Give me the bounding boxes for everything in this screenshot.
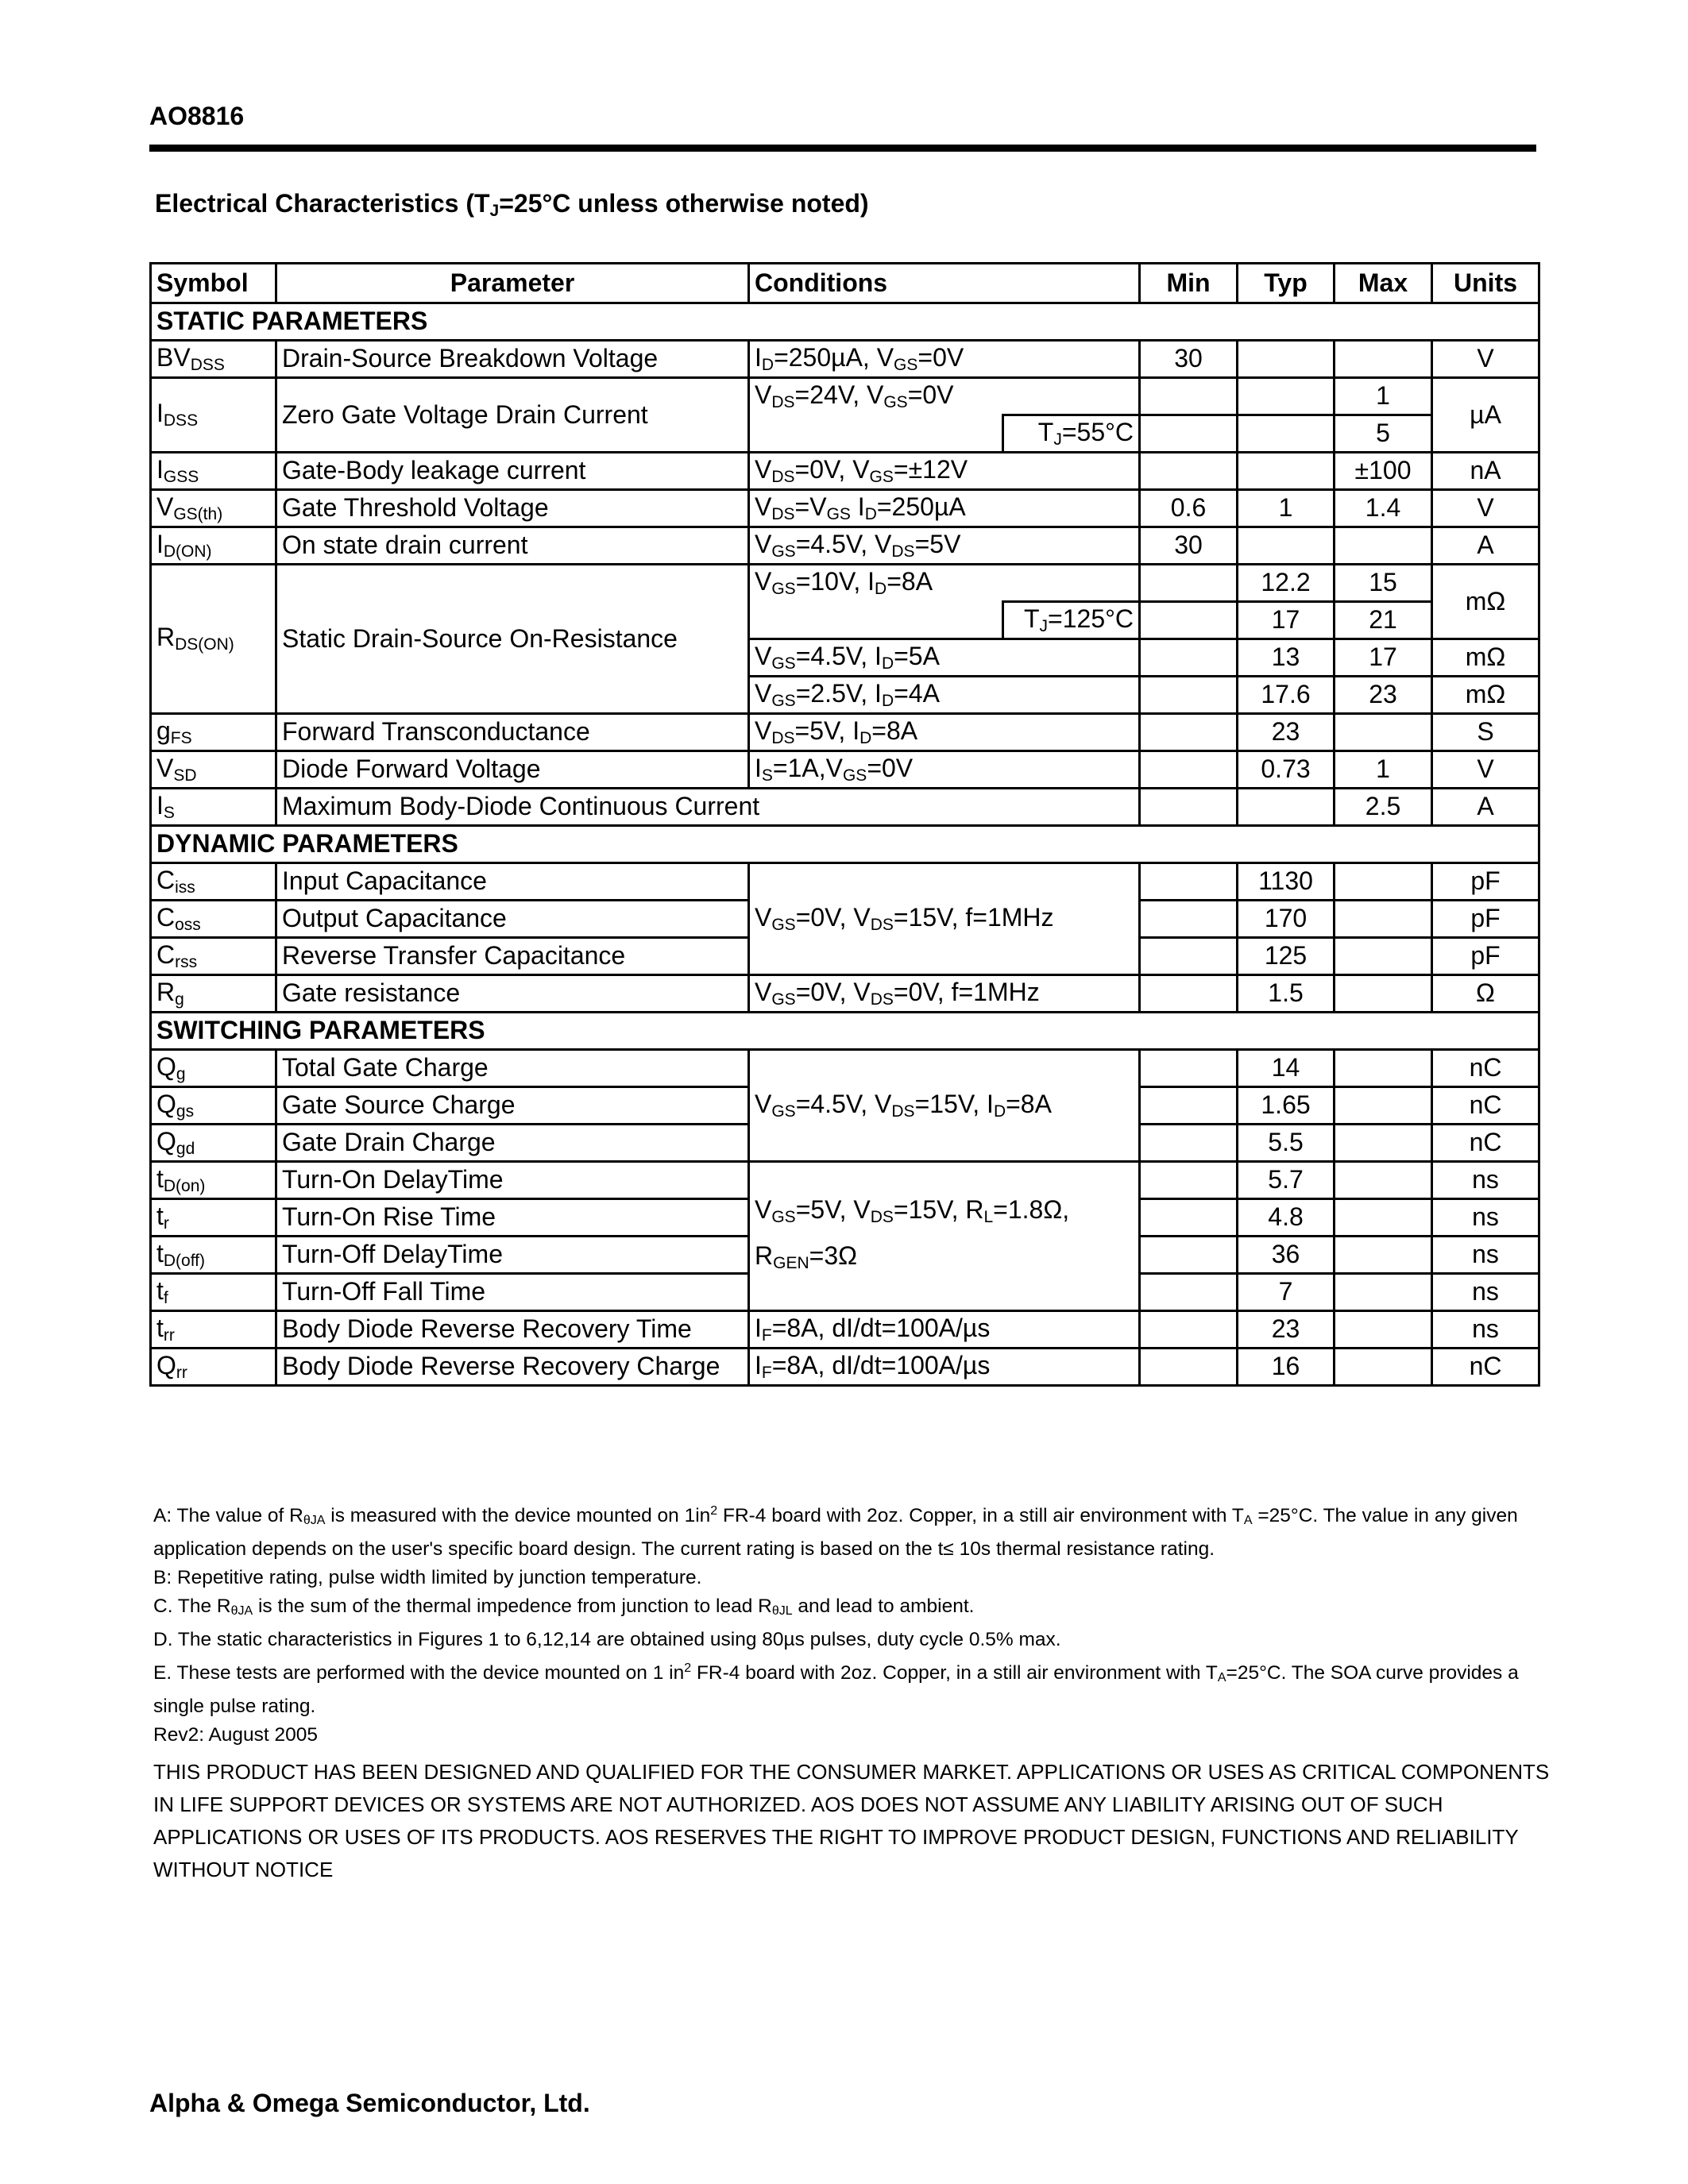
max-cell <box>1335 1087 1432 1125</box>
parameter-cell: Turn-Off Fall Time <box>276 1274 749 1311</box>
typ-cell: 1.5 <box>1238 975 1335 1013</box>
note-c: C. The RθJA is the sum of the thermal impedence from junction to lead RθJL and lead to ambient. <box>153 1596 975 1618</box>
max-cell <box>1335 1125 1432 1162</box>
symbol-cell: $g_{FS}$ <box>151 714 276 751</box>
typ-cell: 1 <box>1238 490 1335 527</box>
symbol-cell: $R_g$ <box>151 975 276 1013</box>
min-cell <box>1140 938 1238 975</box>
table-row <box>151 1050 1539 1087</box>
parameter-cell: Gate-Body leakage current <box>276 453 749 490</box>
symbol-cell: $R_{DS(ON)}$ <box>151 565 276 714</box>
units-cell: S <box>1432 714 1539 751</box>
parameter-cell: Gate resistance <box>276 975 749 1013</box>
header-conditions: Conditions <box>749 264 1140 303</box>
table-row <box>151 527 1539 565</box>
min-cell: 0.6 <box>1140 490 1238 527</box>
units-cell: pF <box>1432 901 1539 938</box>
conditions-cell: $T_J=125^\circ C$ <box>1003 602 1140 639</box>
parameter-cell: Diode Forward Voltage <box>276 751 749 789</box>
units-cell: mΩ <box>1432 677 1539 714</box>
parameter-cell: Turn-On DelayTime <box>276 1162 749 1199</box>
symbol-cell: $Q_{gs}$ <box>151 1087 276 1125</box>
symbol-cell: $t_{D(off)}$ <box>151 1237 276 1274</box>
table-row <box>151 565 1539 602</box>
table-row <box>151 863 1539 901</box>
footnotes <box>153 1497 1551 1750</box>
conditions-blank <box>749 602 1003 639</box>
conditions-cell: $I_F=8A$, dI/dt=100A/µs <box>749 1311 1140 1349</box>
min-cell <box>1140 639 1238 677</box>
table-row <box>151 1311 1539 1349</box>
typ-cell: 1.65 <box>1238 1087 1335 1125</box>
section-row-switching <box>151 1013 1539 1050</box>
symbol-cell: $I_S$ <box>151 789 276 826</box>
units-cell: ns <box>1432 1311 1539 1349</box>
min-cell <box>1140 453 1238 490</box>
typ-cell: 16 <box>1238 1349 1335 1386</box>
section-row-dynamic <box>151 826 1539 863</box>
units-cell: ns <box>1432 1162 1539 1199</box>
section-label: STATIC PARAMETERS <box>151 303 1539 341</box>
max-cell: ±100 <box>1335 453 1432 490</box>
typ-cell: 12.2 <box>1238 565 1335 602</box>
symbol-cell: $I_{GSS}$ <box>151 453 276 490</box>
parameter-cell: Maximum Body-Diode Continuous Current <box>276 789 1140 826</box>
max-cell <box>1335 527 1432 565</box>
max-cell: 5 <box>1335 415 1432 453</box>
conditions-cell: $V_{GS}=0V$, $V_{DS}=0V$, f=1MHz <box>749 975 1140 1013</box>
min-cell <box>1140 1125 1238 1162</box>
table-row <box>151 453 1539 490</box>
header-max: Max <box>1335 264 1432 303</box>
conditions-cell: $V_{GS}=10V$, $I_D=8A$ <box>749 565 1140 602</box>
max-cell: 17 <box>1335 639 1432 677</box>
typ-cell: 170 <box>1238 901 1335 938</box>
max-cell <box>1335 1237 1432 1274</box>
units-cell: ns <box>1432 1274 1539 1311</box>
parameter-cell: Input Capacitance <box>276 863 749 901</box>
max-cell <box>1335 1349 1432 1386</box>
conditions-cell: $T_J=55^\circ C$ <box>1003 415 1140 453</box>
header-units: Units <box>1432 264 1539 303</box>
conditions-blank <box>749 415 1003 453</box>
conditions-cell: $V_{GS}=4.5V$, $I_D=5A$ <box>749 639 1140 677</box>
parameter-cell: Turn-On Rise Time <box>276 1199 749 1237</box>
note-d: D. The static characteristics in Figures 1 to 6,12,14 are obtained using 80µs pulses, duty cycle 0.5% max. <box>153 1629 1061 1650</box>
max-cell: 23 <box>1335 677 1432 714</box>
units-cell: mΩ <box>1432 639 1539 677</box>
table-row <box>151 975 1539 1013</box>
max-cell: 1 <box>1335 751 1432 789</box>
min-cell <box>1140 415 1238 453</box>
table-row <box>151 341 1539 378</box>
typ-cell: 7 <box>1238 1274 1335 1311</box>
symbol-cell: $t_r$ <box>151 1199 276 1237</box>
min-cell <box>1140 1311 1238 1349</box>
symbol-cell: $Q_{gd}$ <box>151 1125 276 1162</box>
min-cell <box>1140 1274 1238 1311</box>
header-typ: Typ <box>1238 264 1335 303</box>
typ-cell: 5.7 <box>1238 1162 1335 1199</box>
note-a: A: The value of RθJA is measured with the device mounted on $1in^2$ FR-4 board with 2oz. Copper, in a still air environment with TA =25°C. The value in any given application depends on the user's specific board design. The current rating is based on the t≤ 10s thermal resistance rating. <box>153 1504 1518 1560</box>
units-cell: ns <box>1432 1199 1539 1237</box>
units-cell: nA <box>1432 453 1539 490</box>
parameter-cell: Reverse Transfer Capacitance <box>276 938 749 975</box>
min-cell <box>1140 378 1238 415</box>
note-b: B: Repetitive rating, pulse width limited by junction temperature. <box>153 1567 702 1588</box>
units-cell: ns <box>1432 1237 1539 1274</box>
units-cell: A <box>1432 527 1539 565</box>
min-cell <box>1140 789 1238 826</box>
min-cell <box>1140 565 1238 602</box>
units-cell: nC <box>1432 1125 1539 1162</box>
max-cell <box>1335 341 1432 378</box>
conditions-cell: $I_F=8A$, dI/dt=100A/µs <box>749 1349 1140 1386</box>
min-cell: 30 <box>1140 341 1238 378</box>
parameter-cell: Forward Transconductance <box>276 714 749 751</box>
typ-cell <box>1238 453 1335 490</box>
header-parameter: Parameter <box>276 264 749 303</box>
parameter-cell: Total Gate Charge <box>276 1050 749 1087</box>
note-e: E. These tests are performed with the device mounted on 1 $in^2$ FR-4 board with 2oz. Copper, in a still air environment with TA=25°C. The SOA curve provides a single pulse rating. <box>153 1661 1519 1717</box>
max-cell <box>1335 1274 1432 1311</box>
section-label: DYNAMIC PARAMETERS <box>151 826 1539 863</box>
parameter-cell: Turn-Off DelayTime <box>276 1237 749 1274</box>
units-cell: V <box>1432 341 1539 378</box>
disclaimer: THIS PRODUCT HAS BEEN DESIGNED AND QUALIFIED FOR THE CONSUMER MARKET. APPLICATIONS OR USES AS CRITICAL COMPONENTS IN LIFE SUPPORT DEVICES OR SYSTEMS ARE NOT AUTHORIZED. AOS DOES NOT ASSUME ANY LIABILITY ARISING OUT OF SUCH APPLICATIONS OR USES OF ITS PRODUCTS. AOS RESERVES THE RIGHT TO IMPROVE PRODUCT DESIGN, FUNCTIONS AND RELIABILITY WITHOUT NOTICE <box>153 1760 1550 1881</box>
typ-cell: 125 <box>1238 938 1335 975</box>
conditions-cell: $V_{GS}=4.5V$, $V_{DS}=5V$ <box>749 527 1140 565</box>
symbol-cell: $t_f$ <box>151 1274 276 1311</box>
max-cell: 15 <box>1335 565 1432 602</box>
max-cell <box>1335 938 1432 975</box>
max-cell: 1.4 <box>1335 490 1432 527</box>
symbol-cell: $I_{DSS}$ <box>151 378 276 453</box>
conditions-cell: $V_{GS}=4.5V$, $V_{DS}=15V$, $I_D=8A$ <box>749 1050 1140 1162</box>
symbol-cell: $t_{rr}$ <box>151 1311 276 1349</box>
conditions-cell: $V_{GS}=5V$, $V_{DS}=15V$, $R_L=1.8\Omega$, $R_{GEN}=3\Omega$ <box>749 1162 1140 1311</box>
table-header-row <box>151 264 1539 303</box>
section-row-static <box>151 303 1539 341</box>
units-cell: nC <box>1432 1050 1539 1087</box>
conditions-cell: $I_S=1A,V_{GS}=0V$ <box>749 751 1140 789</box>
typ-cell: 4.8 <box>1238 1199 1335 1237</box>
table-row <box>151 1349 1539 1386</box>
parameter-cell: Zero Gate Voltage Drain Current <box>276 378 749 453</box>
typ-cell <box>1238 415 1335 453</box>
table-row <box>151 1162 1539 1199</box>
header-min: Min <box>1140 264 1238 303</box>
typ-cell <box>1238 341 1335 378</box>
min-cell: 30 <box>1140 527 1238 565</box>
symbol-cell: $t_{D(on)}$ <box>151 1162 276 1199</box>
units-cell: V <box>1432 751 1539 789</box>
table-row <box>151 490 1539 527</box>
conditions-cell: $V_{DS}=V_{GS}$ $I_D=250\mu A$ <box>749 490 1140 527</box>
symbol-cell: $C_{iss}$ <box>151 863 276 901</box>
units-cell: Ω <box>1432 975 1539 1013</box>
typ-cell: 0.73 <box>1238 751 1335 789</box>
typ-cell: 36 <box>1238 1237 1335 1274</box>
parameter-cell: Gate Threshold Voltage <box>276 490 749 527</box>
conditions-cell: $V_{GS}=2.5V$, $I_D=4A$ <box>749 677 1140 714</box>
units-cell: nC <box>1432 1087 1539 1125</box>
conditions-cell: $V_{DS}=5V$, $I_D=8A$ <box>749 714 1140 751</box>
electrical-characteristics-table <box>149 262 1540 1387</box>
conditions-cell: $V_{DS}=24V$, $V_{GS}=0V$ <box>749 378 1140 415</box>
typ-cell: 17 <box>1238 602 1335 639</box>
symbol-cell: $BV_{DSS}$ <box>151 341 276 378</box>
symbol-cell: $I_{D(ON)}$ <box>151 527 276 565</box>
typ-cell <box>1238 789 1335 826</box>
min-cell <box>1140 1087 1238 1125</box>
symbol-cell: $Q_g$ <box>151 1050 276 1087</box>
max-cell <box>1335 1311 1432 1349</box>
typ-cell: 23 <box>1238 1311 1335 1349</box>
max-cell <box>1335 1162 1432 1199</box>
company-name: Alpha & Omega Semiconductor, Ltd. <box>149 2089 590 2117</box>
max-cell: 1 <box>1335 378 1432 415</box>
typ-cell: 1130 <box>1238 863 1335 901</box>
conditions-cell: $V_{GS}=0V$, $V_{DS}=15V$, f=1MHz <box>749 863 1140 975</box>
units-cell: A <box>1432 789 1539 826</box>
symbol-cell: $C_{rss}$ <box>151 938 276 975</box>
section-label: SWITCHING PARAMETERS <box>151 1013 1539 1050</box>
header-rule <box>149 145 1536 152</box>
conditions-cell: $I_D=250\mu A$, $V_{GS}=0V$ <box>749 341 1140 378</box>
typ-cell: 13 <box>1238 639 1335 677</box>
symbol-cell: $Q_{rr}$ <box>151 1349 276 1386</box>
conditions-cell: $V_{DS}=0V$, $V_{GS}=\pm 12V$ <box>749 453 1140 490</box>
min-cell <box>1140 1050 1238 1087</box>
min-cell <box>1140 901 1238 938</box>
table-row <box>151 789 1539 826</box>
typ-cell: 17.6 <box>1238 677 1335 714</box>
part-number: AO8816 <box>149 102 245 130</box>
typ-cell <box>1238 378 1335 415</box>
revision: Rev2: August 2005 <box>153 1724 319 1746</box>
min-cell <box>1140 1237 1238 1274</box>
max-cell <box>1335 901 1432 938</box>
min-cell <box>1140 602 1238 639</box>
units-cell: mΩ <box>1432 565 1539 639</box>
typ-cell: 23 <box>1238 714 1335 751</box>
parameter-cell: On state drain current <box>276 527 749 565</box>
parameter-cell: Drain-Source Breakdown Voltage <box>276 341 749 378</box>
parameter-cell: Body Diode Reverse Recovery Time <box>276 1311 749 1349</box>
max-cell: 2.5 <box>1335 789 1432 826</box>
min-cell <box>1140 1349 1238 1386</box>
table-row <box>151 714 1539 751</box>
max-cell <box>1335 1199 1432 1237</box>
max-cell <box>1335 714 1432 751</box>
min-cell <box>1140 975 1238 1013</box>
typ-cell <box>1238 527 1335 565</box>
min-cell <box>1140 751 1238 789</box>
parameter-cell: Static Drain-Source On-Resistance <box>276 565 749 714</box>
table-row <box>151 378 1539 415</box>
max-cell: 21 <box>1335 602 1432 639</box>
min-cell <box>1140 714 1238 751</box>
parameter-cell: Output Capacitance <box>276 901 749 938</box>
max-cell <box>1335 1050 1432 1087</box>
units-cell: pF <box>1432 863 1539 901</box>
typ-cell: 14 <box>1238 1050 1335 1087</box>
table-row <box>151 751 1539 789</box>
parameter-cell: Gate Drain Charge <box>276 1125 749 1162</box>
typ-cell: 5.5 <box>1238 1125 1335 1162</box>
parameter-cell: Gate Source Charge <box>276 1087 749 1125</box>
symbol-cell: $C_{oss}$ <box>151 901 276 938</box>
min-cell <box>1140 863 1238 901</box>
min-cell <box>1140 677 1238 714</box>
header-symbol: Symbol <box>151 264 276 303</box>
units-cell: V <box>1432 490 1539 527</box>
units-cell: nC <box>1432 1349 1539 1386</box>
parameter-cell: Body Diode Reverse Recovery Charge <box>276 1349 749 1386</box>
max-cell <box>1335 975 1432 1013</box>
symbol-cell: $V_{SD}$ <box>151 751 276 789</box>
max-cell <box>1335 863 1432 901</box>
units-cell: pF <box>1432 938 1539 975</box>
min-cell <box>1140 1199 1238 1237</box>
units-cell: µA <box>1432 378 1539 453</box>
min-cell <box>1140 1162 1238 1199</box>
section-title: Electrical Characteristics ($T_J=25^\circ C$ unless otherwise noted) <box>155 189 869 220</box>
symbol-cell: $V_{GS(th)}$ <box>151 490 276 527</box>
